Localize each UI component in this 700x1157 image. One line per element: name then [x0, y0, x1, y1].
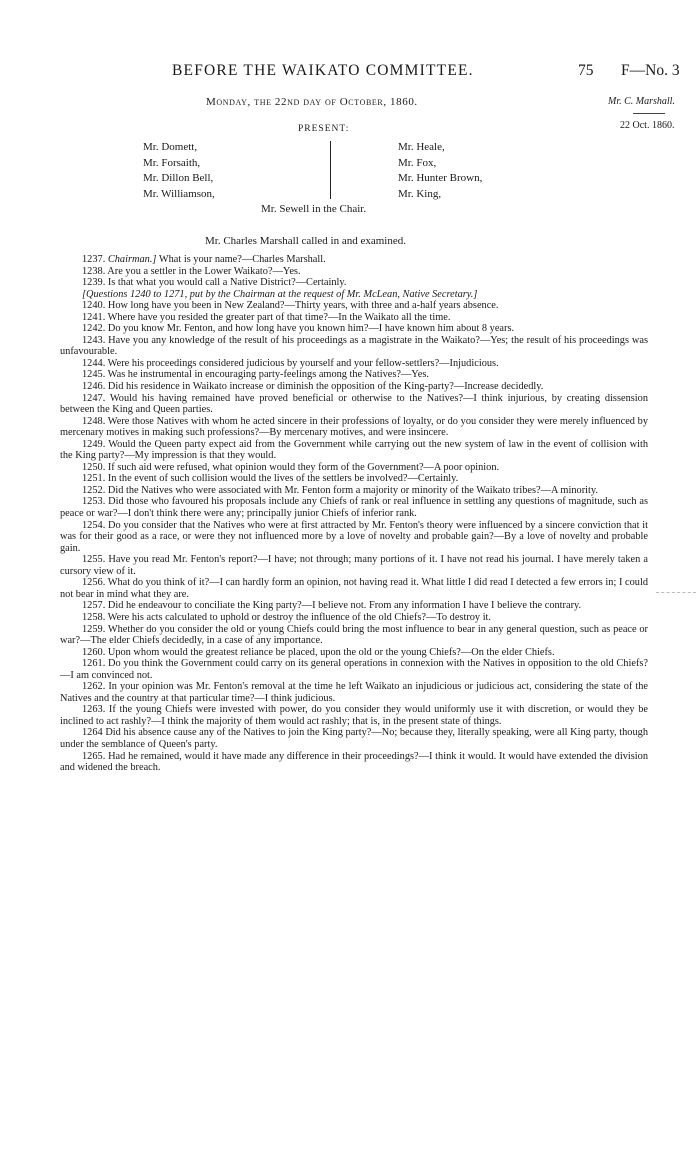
evidence-paragraph: 1259. Whether do you consider the old or young Chiefs could bring the most influence to bear in any general question, such as peace or war?—The elder Chiefs decidedly, in a case of any importance. [60, 623, 648, 647]
evidence-paragraph: 1253. Did those who favoured his proposals include any Chiefs of rank or real influence in settling any questions of magnitude, such as peace or war?—I don't think there were any; principally junior Chiefs of inferior rank. [60, 496, 648, 520]
evidence-paragraph: 1240. How long have you been in New Zealand?—Thirty years, with three and a-half years absence. [82, 300, 499, 312]
margin-date: 22 Oct. 1860. [620, 120, 675, 131]
evidence-paragraph: 1251. In the event of such collision would the lives of the settlers be involved?—Certainly. [82, 473, 459, 485]
evidence-paragraph: 1247. Would his having remained have proved beneficial or otherwise to the Natives?—I think injurious, by creating dissension between the King and Queen parties. [60, 392, 648, 416]
witness-called-line: Mr. Charles Marshall called in and examined. [205, 235, 406, 247]
chair-line: Mr. Sewell in the Chair. [261, 203, 367, 215]
evidence-paragraph: 1265. Had he remained, would it have made any difference in their proceedings?—I think it would. It would have extended the division and widened the breach. [60, 750, 648, 774]
evidence-paragraph: 1241. Where have you resided the greater part of that time?—In the Waikato all the time. [82, 311, 451, 323]
member: Mr. Hunter Brown, [398, 172, 483, 184]
evidence-paragraph: 1260. Upon whom would the greatest reliance be placed, upon the old or the young Chiefs?—On the elder Chiefs. [82, 646, 555, 658]
evidence-paragraph: 1244. Were his proceedings considered judicious by yourself and your fellow-settlers?—Injudicious. [82, 357, 499, 369]
evidence-paragraph: 1239. Is that what you would call a Native District?—Certainly. [82, 277, 347, 289]
question-number: 1237. [82, 254, 108, 265]
evidence-paragraph: 1263. If the young Chiefs were invested with power, do you consider they would uniformly use it with discretion, or would they be inclined to act rashly?—I think the majority of them would act rashly; that is, in the present state of things. [60, 704, 648, 727]
chairman-label: Chairman.] [107, 254, 157, 265]
member: Mr. Fox, [398, 156, 437, 169]
evidence-paragraph: [Questions 1240 to 1271, put by the Chairman at the request of Mr. McLean, Native Secretary.] [82, 288, 478, 300]
evidence-paragraph: 1252. Did the Natives who were associated with Mr. Fenton form a majority or minority of the Waikato tribes?—A minority. [82, 484, 598, 496]
page-number: 75 [578, 62, 594, 79]
evidence-paragraph: 1243. Have you any knowledge of the result of his proceedings as a magistrate in the Waikato?—Yes; the result of his proceedings was unfavourable. [60, 334, 648, 358]
evidence-body [60, 254, 648, 774]
evidence-paragraph: 1249. Would the Queen party expect aid from the Government while carrying out the new system of law in the event of collision with the King party?—My impression is that they would. [60, 438, 648, 462]
evidence-paragraph: 1238. Are you a settler in the Lower Waikato?—Yes. [82, 265, 301, 277]
margin-witness-name: Mr. C. Marshall. [608, 96, 675, 107]
evidence-paragraph: 1246. Did his residence in Waikato increase or diminish the opposition of the King-party?—Increase decidedly. [82, 381, 544, 393]
evidence-paragraph: 1254. Do you consider that the Natives who were at first attracted by Mr. Fenton's theory were influenced by a sincere conviction that it was for their good as a race, or were they not influenced more by a love of novelty and probable gain?—By a love of novelty and probable gain. [60, 519, 648, 554]
evidence-paragraph: 1250. If such aid were refused, what opinion would they form of the Government?—A poor opinion. [82, 461, 500, 473]
evidence-paragraph: 1261. Do you think the Government could carry on its general operations in connexion with the Natives in opposition to the old Chiefs?—I am convinced not. [60, 658, 648, 681]
page-header-title: BEFORE THE WAIKATO COMMITTEE. [172, 62, 474, 79]
member: Mr. Dillon Bell, [143, 172, 214, 184]
members-left-column [143, 140, 215, 202]
member: Mr. Forsaith, [143, 156, 201, 169]
member: Mr. Williamson, [143, 187, 215, 200]
margin-smudge [656, 592, 696, 593]
evidence-paragraph: 1248. Were those Natives with whom he acted sincere in their professions of loyalty, or do you consider they were merely influenced by mercenary motives in making such professions?—By mercenary motives, and were insincere. [60, 415, 648, 439]
member: Mr. King, [398, 187, 442, 200]
session-date: Monday, the 22nd day of October, 1860. [206, 96, 418, 108]
evidence-paragraph: 1256. What do you think of it?—I can hardly form an opinion, not having read it. What little I did read I detected a few errors in; I could not bear in mind what they are. [60, 577, 648, 600]
evidence-paragraph: 1242. Do you know Mr. Fenton, and how long have you known him?—I have known him about 8 years. [82, 323, 515, 335]
member: Mr. Domett, [143, 141, 198, 153]
paper-reference: F—No. 3 [621, 62, 680, 79]
evidence-paragraph: 1255. Have you read Mr. Fenton's report?—I have; not through; many portions of it. I have not read his journal. I have merely taken a cursory view of it. [60, 554, 648, 577]
present-label: PRESENT: [298, 124, 350, 134]
evidence-paragraph [60, 254, 648, 266]
evidence-paragraph: 1245. Was he instrumental in encouraging party-feelings among the Natives?—Yes. [82, 369, 429, 381]
margin-divider [633, 113, 665, 114]
question-text: What is your name?—Charles Marshall. [156, 254, 326, 265]
evidence-paragraph: 1258. Were his acts calculated to uphold or destroy the influence of the old Chiefs?—To destroy it. [82, 611, 492, 623]
evidence-paragraph: 1257. Did he endeavour to conciliate the King party?—I believe not. From any information I have I believe the contrary. [82, 600, 582, 612]
members-right-column [398, 140, 482, 202]
evidence-paragraph: 1262. In your opinion was Mr. Fenton's removal at the time he left Waikato an injudicious or judicious act, considering the state of the Natives and the country at that particular time?—I think judicious. [60, 681, 648, 704]
member: Mr. Heale, [398, 141, 445, 153]
members-divider [330, 141, 331, 199]
evidence-paragraph: 1264 Did his absence cause any of the Natives to join the King party?—No; because they, literally speaking, were all King party, though under the semblance of Queen's party. [60, 727, 648, 750]
